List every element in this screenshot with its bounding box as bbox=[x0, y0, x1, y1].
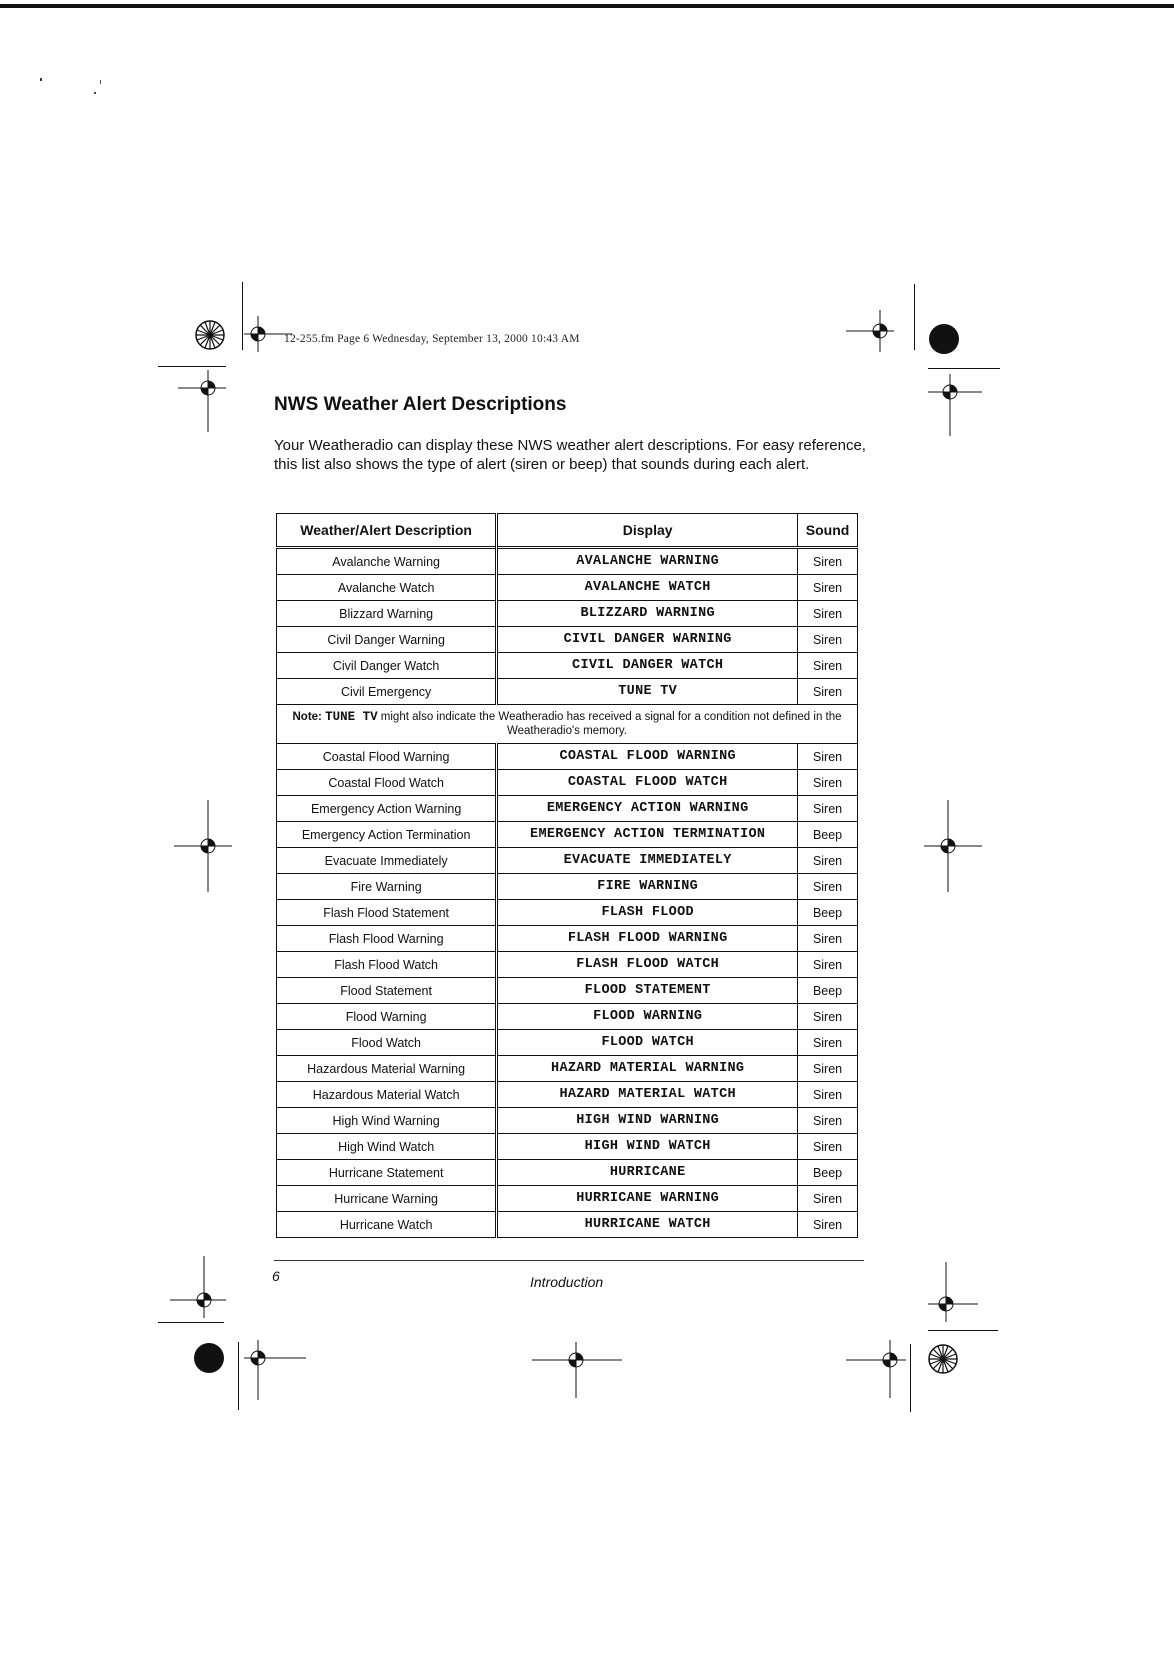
table-row bbox=[277, 548, 858, 575]
scan-speck bbox=[100, 80, 101, 84]
alert-display-text: COASTAL FLOOD WATCH bbox=[497, 770, 798, 796]
table-row bbox=[277, 952, 858, 978]
alert-sound: Siren bbox=[798, 1186, 858, 1212]
intro-paragraph: Your Weatheradio can display these NWS weather alert descriptions. For easy reference, this list also shows the type of alert (siren or beep) that sounds during each alert. bbox=[274, 437, 866, 473]
alert-sound: Siren bbox=[798, 679, 858, 705]
table-row bbox=[277, 1186, 858, 1212]
crosshair-icon bbox=[532, 1342, 622, 1398]
alert-sound: Siren bbox=[798, 601, 858, 627]
alert-display-text: AVALANCHE WATCH bbox=[497, 575, 798, 601]
crosshair-icon bbox=[170, 1256, 226, 1318]
note-label: Note: bbox=[292, 711, 322, 723]
alert-sound: Siren bbox=[798, 575, 858, 601]
table-row bbox=[277, 1160, 858, 1186]
alert-display-text: FLOOD WATCH bbox=[497, 1030, 798, 1056]
crosshair-icon bbox=[846, 310, 894, 352]
alert-description: Avalanche Watch bbox=[277, 575, 497, 601]
alert-display-text: FLASH FLOOD WATCH bbox=[497, 952, 798, 978]
alert-description: High Wind Watch bbox=[277, 1134, 497, 1160]
table-row bbox=[277, 679, 858, 705]
alert-sound: Siren bbox=[798, 548, 858, 575]
table-row bbox=[277, 874, 858, 900]
alert-display-text: HURRICANE WARNING bbox=[497, 1186, 798, 1212]
alert-sound: Siren bbox=[798, 770, 858, 796]
column-header-description: Weather/Alert Description bbox=[277, 514, 497, 548]
table-row bbox=[277, 653, 858, 679]
alert-sound: Beep bbox=[798, 978, 858, 1004]
table-note bbox=[277, 705, 858, 744]
crosshair-icon bbox=[928, 1262, 978, 1322]
registration-target-icon bbox=[193, 318, 227, 352]
crop-mark bbox=[914, 284, 915, 350]
note-display-text: TUNE TV bbox=[325, 710, 378, 724]
table-row bbox=[277, 900, 858, 926]
crop-mark bbox=[242, 282, 243, 350]
alert-display-text: CIVIL DANGER WATCH bbox=[497, 653, 798, 679]
alert-description: Flood Statement bbox=[277, 978, 497, 1004]
alert-description: Civil Danger Warning bbox=[277, 627, 497, 653]
alert-description: Civil Danger Watch bbox=[277, 653, 497, 679]
alert-description: Hazardous Material Watch bbox=[277, 1082, 497, 1108]
registration-dot-icon bbox=[194, 1343, 224, 1373]
crop-mark bbox=[928, 368, 1000, 369]
alert-display-text: FIRE WARNING bbox=[497, 874, 798, 900]
alert-description: Avalanche Warning bbox=[277, 548, 497, 575]
crop-mark bbox=[928, 1330, 998, 1331]
footer-rule bbox=[274, 1260, 864, 1261]
alert-display-text: FLASH FLOOD WARNING bbox=[497, 926, 798, 952]
alert-display-text: FLOOD WARNING bbox=[497, 1004, 798, 1030]
alert-display-text: HAZARD MATERIAL WARNING bbox=[497, 1056, 798, 1082]
alert-sound: Siren bbox=[798, 1108, 858, 1134]
alert-descriptions-table bbox=[276, 513, 858, 1238]
alert-sound: Siren bbox=[798, 1030, 858, 1056]
chapter-name: Introduction bbox=[530, 1274, 604, 1290]
table-note-row bbox=[277, 705, 858, 744]
alert-sound: Siren bbox=[798, 1056, 858, 1082]
scan-speck bbox=[40, 78, 42, 81]
table-row bbox=[277, 796, 858, 822]
alert-display-text: AVALANCHE WARNING bbox=[497, 548, 798, 575]
column-header-sound: Sound bbox=[798, 514, 858, 548]
alert-display-text: CIVIL DANGER WARNING bbox=[497, 627, 798, 653]
table-row bbox=[277, 822, 858, 848]
alert-display-text: BLIZZARD WARNING bbox=[497, 601, 798, 627]
alert-display-text: FLOOD STATEMENT bbox=[497, 978, 798, 1004]
alert-description: Hazardous Material Warning bbox=[277, 1056, 497, 1082]
alert-sound: Beep bbox=[798, 1160, 858, 1186]
alert-sound: Siren bbox=[798, 744, 858, 770]
alert-description: Flash Flood Watch bbox=[277, 952, 497, 978]
alert-sound: Siren bbox=[798, 627, 858, 653]
alert-description: Coastal Flood Warning bbox=[277, 744, 497, 770]
table-row bbox=[277, 848, 858, 874]
alert-sound: Siren bbox=[798, 1134, 858, 1160]
alert-description: Hurricane Watch bbox=[277, 1212, 497, 1238]
alert-sound: Siren bbox=[798, 952, 858, 978]
crosshair-icon bbox=[846, 1340, 906, 1398]
table-header-row bbox=[277, 514, 858, 548]
table-row bbox=[277, 978, 858, 1004]
table-row bbox=[277, 744, 858, 770]
table-row bbox=[277, 926, 858, 952]
alert-display-text: EMERGENCY ACTION TERMINATION bbox=[497, 822, 798, 848]
alert-sound: Siren bbox=[798, 874, 858, 900]
alert-description: Fire Warning bbox=[277, 874, 497, 900]
alert-sound: Siren bbox=[798, 796, 858, 822]
alert-sound: Siren bbox=[798, 1082, 858, 1108]
alert-description: Emergency Action Warning bbox=[277, 796, 497, 822]
alert-description: Flash Flood Warning bbox=[277, 926, 497, 952]
alert-display-text: FLASH FLOOD bbox=[497, 900, 798, 926]
page-top-rule bbox=[0, 4, 1174, 8]
alert-description: Flood Warning bbox=[277, 1004, 497, 1030]
alert-description: Coastal Flood Watch bbox=[277, 770, 497, 796]
table-row bbox=[277, 1134, 858, 1160]
alert-sound: Siren bbox=[798, 653, 858, 679]
table-row bbox=[277, 1108, 858, 1134]
table-row bbox=[277, 1212, 858, 1238]
table-row bbox=[277, 1004, 858, 1030]
crosshair-icon bbox=[928, 374, 982, 436]
alert-display-text: TUNE TV bbox=[497, 679, 798, 705]
table-row bbox=[277, 1030, 858, 1056]
alert-description: Hurricane Warning bbox=[277, 1186, 497, 1212]
alert-description: High Wind Warning bbox=[277, 1108, 497, 1134]
crop-mark bbox=[910, 1344, 911, 1412]
alert-sound: Siren bbox=[798, 1212, 858, 1238]
alert-display-text: HURRICANE bbox=[497, 1160, 798, 1186]
alert-display-text: HAZARD MATERIAL WATCH bbox=[497, 1082, 798, 1108]
alert-sound: Beep bbox=[798, 822, 858, 848]
table-row bbox=[277, 1056, 858, 1082]
crosshair-icon bbox=[924, 800, 982, 892]
page-number: 6 bbox=[272, 1268, 280, 1284]
alert-display-text: HIGH WIND WATCH bbox=[497, 1134, 798, 1160]
table-row bbox=[277, 575, 858, 601]
alert-display-text: EMERGENCY ACTION WARNING bbox=[497, 796, 798, 822]
alert-display-text: COASTAL FLOOD WARNING bbox=[497, 744, 798, 770]
registration-target-icon bbox=[926, 1342, 960, 1376]
alert-description: Hurricane Statement bbox=[277, 1160, 497, 1186]
alert-sound: Siren bbox=[798, 926, 858, 952]
alert-sound: Siren bbox=[798, 1004, 858, 1030]
crosshair-icon bbox=[244, 1340, 306, 1400]
alert-sound: Siren bbox=[798, 848, 858, 874]
registration-dot-icon bbox=[929, 324, 959, 354]
alert-description: Flash Flood Statement bbox=[277, 900, 497, 926]
alert-description: Blizzard Warning bbox=[277, 601, 497, 627]
file-slug-line: 12-255.fm Page 6 Wednesday, September 13, 2000 10:43 AM bbox=[284, 333, 580, 345]
crosshair-icon bbox=[178, 370, 226, 432]
alert-description: Flood Watch bbox=[277, 1030, 497, 1056]
crosshair-icon bbox=[174, 800, 232, 892]
alert-description: Emergency Action Termination bbox=[277, 822, 497, 848]
table-row bbox=[277, 601, 858, 627]
table-row bbox=[277, 1082, 858, 1108]
alert-description: Civil Emergency bbox=[277, 679, 497, 705]
alert-sound: Beep bbox=[798, 900, 858, 926]
crop-mark bbox=[158, 1322, 224, 1323]
crop-mark bbox=[158, 366, 226, 367]
page-title: NWS Weather Alert Descriptions bbox=[274, 394, 567, 415]
alert-description: Evacuate Immediately bbox=[277, 848, 497, 874]
scan-speck bbox=[94, 92, 96, 94]
column-header-display: Display bbox=[497, 514, 798, 548]
alert-display-text: HURRICANE WATCH bbox=[497, 1212, 798, 1238]
note-text: might also indicate the Weatheradio has received a signal for a condition not defined in the Weatheradio's memory. bbox=[380, 711, 842, 737]
alert-display-text: HIGH WIND WARNING bbox=[497, 1108, 798, 1134]
table-row bbox=[277, 627, 858, 653]
crop-mark bbox=[238, 1342, 239, 1410]
table-row bbox=[277, 770, 858, 796]
alert-display-text: EVACUATE IMMEDIATELY bbox=[497, 848, 798, 874]
